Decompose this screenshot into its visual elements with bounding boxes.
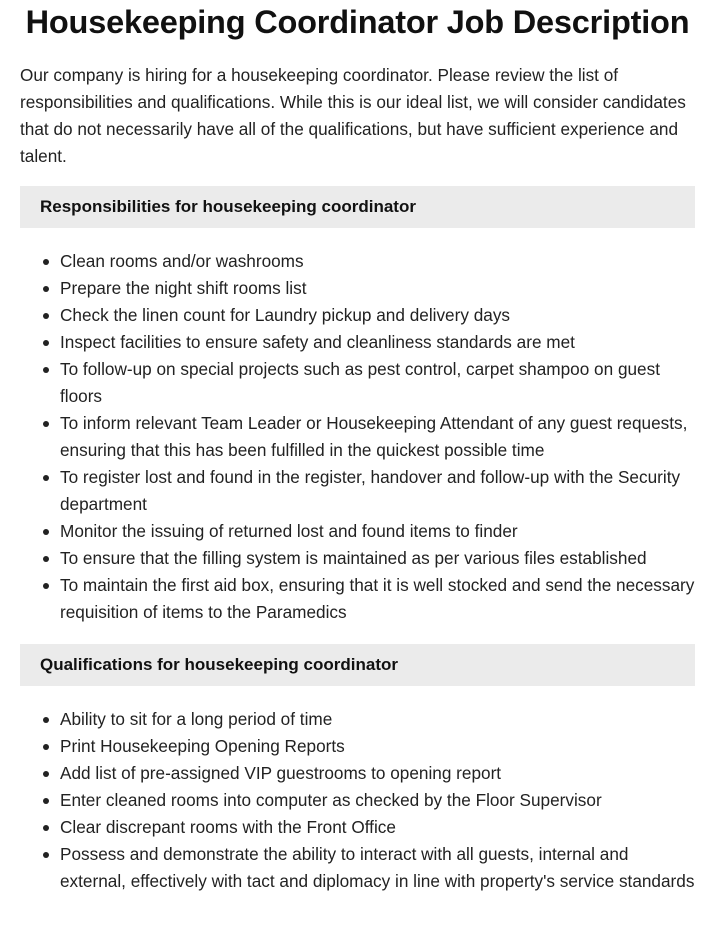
list-item: Clean rooms and/or washrooms	[60, 248, 695, 275]
list-item: To follow-up on special projects such as pest control, carpet shampoo on guest floors	[60, 356, 695, 410]
bullet-icon	[43, 771, 49, 777]
qualifications-heading: Qualifications for housekeeping coordinator	[20, 644, 695, 686]
bullet-icon	[43, 852, 49, 858]
bullet-icon	[43, 798, 49, 804]
list-item: Print Housekeeping Opening Reports	[60, 733, 695, 760]
bullet-icon	[43, 529, 49, 535]
qualifications-list	[20, 706, 695, 895]
list-item: Monitor the issuing of returned lost and found items to finder	[60, 518, 695, 545]
bullet-icon	[43, 825, 49, 831]
list-item: Prepare the night shift rooms list	[60, 275, 695, 302]
bullet-icon	[43, 421, 49, 427]
bullet-icon	[43, 286, 49, 292]
bullet-icon	[43, 313, 49, 319]
bullet-icon	[43, 556, 49, 562]
list-item: Enter cleaned rooms into computer as checked by the Floor Supervisor	[60, 787, 695, 814]
list-item: Add list of pre-assigned VIP guestrooms to opening report	[60, 760, 695, 787]
responsibilities-heading: Responsibilities for housekeeping coordinator	[20, 186, 695, 228]
list-item: To ensure that the filling system is maintained as per various files established	[60, 545, 695, 572]
list-item: Clear discrepant rooms with the Front Office	[60, 814, 695, 841]
bullet-icon	[43, 475, 49, 481]
bullet-icon	[43, 744, 49, 750]
list-item: Inspect facilities to ensure safety and cleanliness standards are met	[60, 329, 695, 356]
list-item: Check the linen count for Laundry pickup and delivery days	[60, 302, 695, 329]
list-item: Possess and demonstrate the ability to interact with all guests, internal and external, effectively with tact and diplomacy in line with property's service standards	[60, 841, 695, 895]
bullet-icon	[43, 367, 49, 373]
list-item: To inform relevant Team Leader or Housekeeping Attendant of any guest requests, ensuring that this has been fulfilled in the quickest possible time	[60, 410, 695, 464]
bullet-icon	[43, 717, 49, 723]
bullet-icon	[43, 259, 49, 265]
list-item: To register lost and found in the register, handover and follow-up with the Security department	[60, 464, 695, 518]
intro-paragraph: Our company is hiring for a housekeeping coordinator. Please review the list of responsibilities and qualifications. While this is our ideal list, we will consider candidates that do not necessarily have all of the qualifications, but have sufficient experience and talent.	[20, 65, 686, 166]
page-title: Housekeeping Coordinator Job Description	[25, 4, 690, 40]
list-item: To maintain the first aid box, ensuring that it is well stocked and send the necessary requisition of items to the Paramedics	[60, 572, 695, 626]
bullet-icon	[43, 340, 49, 346]
list-item: Ability to sit for a long period of time	[60, 706, 695, 733]
bullet-icon	[43, 583, 49, 589]
responsibilities-list	[20, 248, 695, 626]
